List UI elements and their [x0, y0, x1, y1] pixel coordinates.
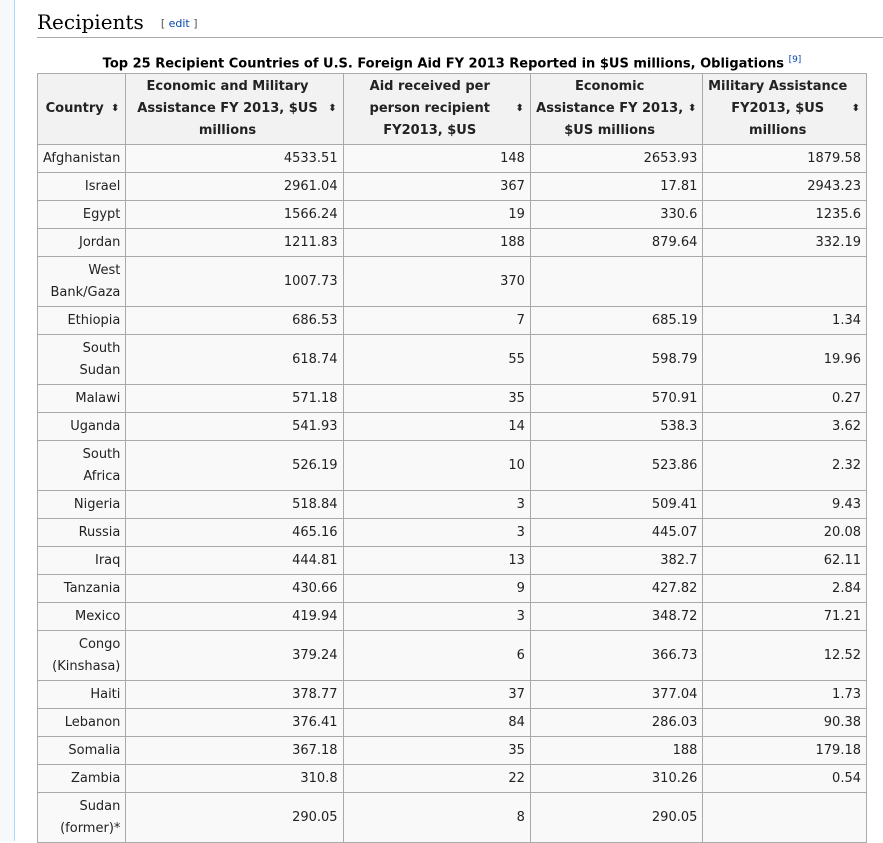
per-person-cell: 3 [343, 603, 530, 631]
country-cell: Jordan [38, 229, 126, 257]
total-cell: 1211.83 [126, 229, 343, 257]
table-row [38, 173, 867, 201]
country-cell: West Bank/Gaza [38, 257, 126, 307]
economic-cell: 290.05 [530, 793, 703, 843]
column-header-country[interactable] [38, 74, 126, 145]
table-row [38, 575, 867, 603]
economic-cell: 188 [530, 737, 703, 765]
total-cell: 419.94 [126, 603, 343, 631]
edit-bracket-close: ] [193, 17, 198, 30]
economic-cell: 2653.93 [530, 145, 703, 173]
sort-icon[interactable]: ⬍ [688, 103, 697, 114]
military-cell: 71.21 [703, 603, 867, 631]
total-cell: 379.24 [126, 631, 343, 681]
per-person-cell: 22 [343, 765, 530, 793]
economic-cell: 17.81 [530, 173, 703, 201]
column-header-economic-assistance[interactable] [530, 74, 703, 145]
sort-icon[interactable]: ⬍ [111, 103, 120, 114]
table-row [38, 631, 867, 681]
table-row [38, 737, 867, 765]
per-person-cell: 188 [343, 229, 530, 257]
per-person-cell: 370 [343, 257, 530, 307]
economic-cell: 879.64 [530, 229, 703, 257]
military-cell: 1.73 [703, 681, 867, 709]
economic-cell: 445.07 [530, 519, 703, 547]
economic-cell: 598.79 [530, 335, 703, 385]
country-cell: Iraq [38, 547, 126, 575]
table-row [38, 519, 867, 547]
table-row [38, 145, 867, 173]
total-cell: 430.66 [126, 575, 343, 603]
table-row [38, 709, 867, 737]
per-person-cell: 13 [343, 547, 530, 575]
military-cell: 19.96 [703, 335, 867, 385]
country-cell: Uganda [38, 413, 126, 441]
table-row [38, 681, 867, 709]
total-cell: 367.18 [126, 737, 343, 765]
military-cell: 9.43 [703, 491, 867, 519]
military-cell: 2.84 [703, 575, 867, 603]
military-cell [703, 793, 867, 843]
total-cell: 378.77 [126, 681, 343, 709]
sort-icon[interactable]: ⬍ [515, 103, 524, 114]
economic-cell: 685.19 [530, 307, 703, 335]
economic-cell: 366.73 [530, 631, 703, 681]
per-person-cell: 7 [343, 307, 530, 335]
economic-cell: 377.04 [530, 681, 703, 709]
country-cell: Egypt [38, 201, 126, 229]
table-row [38, 335, 867, 385]
economic-cell: 570.91 [530, 385, 703, 413]
header-label: Country [45, 101, 104, 116]
section-title: Recipients [37, 10, 144, 34]
per-person-cell: 35 [343, 385, 530, 413]
per-person-cell: 6 [343, 631, 530, 681]
edit-bracket-open: [ [160, 17, 166, 30]
military-cell: 332.19 [703, 229, 867, 257]
total-cell: 686.53 [126, 307, 343, 335]
military-cell: 0.54 [703, 765, 867, 793]
per-person-cell: 55 [343, 335, 530, 385]
column-header-total-assistance[interactable] [126, 74, 343, 145]
military-cell: 1879.58 [703, 145, 867, 173]
edit-section [161, 17, 198, 30]
per-person-cell: 19 [343, 201, 530, 229]
per-person-cell: 14 [343, 413, 530, 441]
total-cell: 4533.51 [126, 145, 343, 173]
country-cell: Israel [38, 173, 126, 201]
per-person-cell: 9 [343, 575, 530, 603]
per-person-cell: 3 [343, 491, 530, 519]
table-row [38, 491, 867, 519]
table-row [38, 765, 867, 793]
total-cell: 571.18 [126, 385, 343, 413]
total-cell: 465.16 [126, 519, 343, 547]
total-cell: 2961.04 [126, 173, 343, 201]
economic-cell: 523.86 [530, 441, 703, 491]
header-label: Aid received per person recipient FY2013, $US [369, 79, 490, 138]
sort-icon[interactable]: ⬍ [328, 103, 337, 114]
country-cell: Russia [38, 519, 126, 547]
total-cell: 526.19 [126, 441, 343, 491]
table-row [38, 441, 867, 491]
country-cell: Congo (Kinshasa) [38, 631, 126, 681]
table-row [38, 793, 867, 843]
economic-cell: 330.6 [530, 201, 703, 229]
economic-cell [530, 257, 703, 307]
military-cell: 62.11 [703, 547, 867, 575]
military-cell: 179.18 [703, 737, 867, 765]
country-cell: Nigeria [38, 491, 126, 519]
section-heading [37, 9, 883, 38]
table-caption [37, 52, 867, 73]
country-cell: Tanzania [38, 575, 126, 603]
economic-cell: 382.7 [530, 547, 703, 575]
country-cell: Malawi [38, 385, 126, 413]
page-left-border [0, 0, 15, 841]
military-cell: 20.08 [703, 519, 867, 547]
table-row [38, 547, 867, 575]
per-person-cell: 3 [343, 519, 530, 547]
per-person-cell: 84 [343, 709, 530, 737]
header-label: Economic and Military Assistance FY 2013, $US millions [137, 79, 318, 138]
header-label: Economic Assistance FY 2013, $US millions [536, 79, 684, 138]
total-cell: 376.41 [126, 709, 343, 737]
economic-cell: 427.82 [530, 575, 703, 603]
table-row [38, 307, 867, 335]
table-row [38, 201, 867, 229]
country-cell: Mexico [38, 603, 126, 631]
country-cell: Sudan (former)* [38, 793, 126, 843]
economic-cell: 509.41 [530, 491, 703, 519]
column-header-aid-per-person[interactable] [343, 74, 530, 145]
military-cell: 0.27 [703, 385, 867, 413]
total-cell: 541.93 [126, 413, 343, 441]
total-cell: 290.05 [126, 793, 343, 843]
total-cell: 1007.73 [126, 257, 343, 307]
country-cell: South Sudan [38, 335, 126, 385]
economic-cell: 310.26 [530, 765, 703, 793]
country-cell: Lebanon [38, 709, 126, 737]
military-cell [703, 257, 867, 307]
edit-link[interactable]: edit [168, 17, 190, 30]
sort-icon[interactable]: ⬍ [851, 103, 860, 114]
country-cell: Somalia [38, 737, 126, 765]
header-row [38, 74, 867, 145]
per-person-cell: 367 [343, 173, 530, 201]
caption-text: Top 25 Recipient Countries of U.S. Foreign Aid FY 2013 Reported in $US millions, Obligations [102, 56, 785, 72]
table-row [38, 413, 867, 441]
total-cell: 518.84 [126, 491, 343, 519]
total-cell: 1566.24 [126, 201, 343, 229]
country-cell: South Africa [38, 441, 126, 491]
economic-cell: 538.3 [530, 413, 703, 441]
per-person-cell: 148 [343, 145, 530, 173]
table-row [38, 603, 867, 631]
economic-cell: 348.72 [530, 603, 703, 631]
military-cell: 12.52 [703, 631, 867, 681]
military-cell: 2943.23 [703, 173, 867, 201]
per-person-cell: 35 [343, 737, 530, 765]
military-cell: 1235.6 [703, 201, 867, 229]
table-row [38, 257, 867, 307]
military-cell: 3.62 [703, 413, 867, 441]
per-person-cell: 37 [343, 681, 530, 709]
country-cell: Afghanistan [38, 145, 126, 173]
per-person-cell: 10 [343, 441, 530, 491]
economic-cell: 286.03 [530, 709, 703, 737]
country-cell: Ethiopia [38, 307, 126, 335]
military-cell: 2.32 [703, 441, 867, 491]
country-cell: Haiti [38, 681, 126, 709]
total-cell: 444.81 [126, 547, 343, 575]
header-label: Military Assistance FY2013, $US millions [708, 79, 848, 138]
caption-reference-link[interactable]: [9] [788, 55, 802, 65]
recipients-table [37, 52, 867, 843]
table-row [38, 385, 867, 413]
column-header-military-assistance[interactable] [703, 74, 867, 145]
table-row [38, 229, 867, 257]
per-person-cell: 8 [343, 793, 530, 843]
country-cell: Zambia [38, 765, 126, 793]
military-cell: 90.38 [703, 709, 867, 737]
total-cell: 618.74 [126, 335, 343, 385]
military-cell: 1.34 [703, 307, 867, 335]
total-cell: 310.8 [126, 765, 343, 793]
